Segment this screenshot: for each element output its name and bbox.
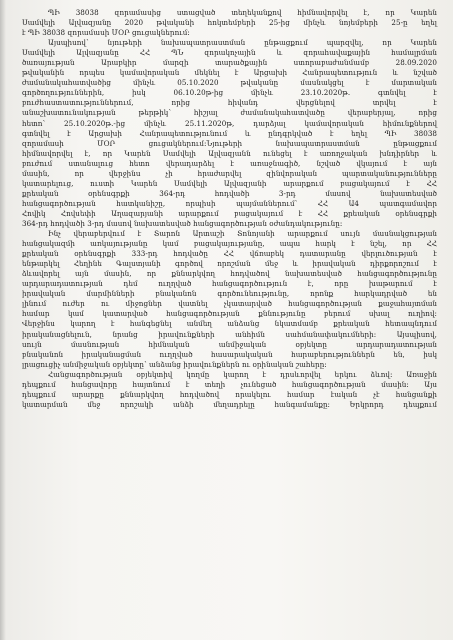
text-line: քրեական օրենսգրքի 333-րդ հոդվածը ՀՀ վճռաբեկ դատարանը վերլուծության է	[22, 249, 437, 259]
text-line: թվականին որպես կամավորական մեկնել է Արցախի Հանրապետություն և նշված	[22, 68, 437, 78]
text-line: կատարելուց, ուստի Կարեն Սամվելի Ալվազյանի արարքում բացակայում է ՀՀ	[22, 178, 437, 188]
text-line: ձևավորել այն մասին, որ քննարկվող հոդվածով նախատեսված հանցագործությունը	[22, 269, 437, 279]
text-line: անաշխատունակության թերթիկ՝ հիշյալ ժամանակահատվածը վերաբերյալ, որից	[22, 108, 437, 118]
text-line: համար կամ կատարված հանցագործության քննությունը բերում սխալ ուղիով:	[22, 309, 437, 319]
text-line: իրավական մարմինների բնականոն գործունեությունը, որոնք հարկադրված են	[22, 289, 437, 299]
text-line: Սամվելի Ալվազյանը ՀՀ ՊՆ զորակոչային և զորահավաքային համալրման	[22, 48, 437, 58]
text-line: Այսպիսով՝ նյութերի նախապատրաստման ընթացքում պարզվել, որ Կարեն	[48, 38, 437, 48]
page-edge-shadow	[0, 0, 6, 640]
text-line: Սամվելի Ալվազյանը 2020 թվականի հոկտեմբերի 25-ից մինչև նոյեմբերի 25-ը եղել	[22, 18, 437, 28]
text-line: լինում ուժեր ու միջոցներ վատնել չկատարված հանցագործության քաջահայտման	[22, 299, 437, 309]
document-body	[22, 8, 437, 410]
text-line: գործողություններին, իսկ 06.10.20թ-ից մինչև 23.10.2020թ. գտնվել է	[22, 88, 437, 98]
text-line: 364-րդ հոդվածի 3-րդ մասով նախատեսված հանցագործության օժանդակությունը:	[22, 218, 343, 228]
paragraph-4	[22, 370, 437, 410]
text-line: բուժհաստատություններում, որից հիվանդ վերցնելով տրվել է	[22, 98, 437, 108]
text-line: Վերջինս կարող է հանգեցնել անմեղ անձանց նկատմամբ քրեական հետապնդում	[22, 319, 437, 329]
text-line: է ՊԻ 38038 զորամասի ՄՕՐ ցուցակներում:	[22, 28, 190, 38]
text-line: քրեական օրենսգրքի 364-րդ հոդվածի 3-րդ մասով նախատեսված	[22, 188, 437, 198]
paragraph-1	[22, 8, 437, 38]
text-line: լրացուցիչ անմիջական օբյեկտը՝ անձանց իրավունքներն ու օրինական շահերը:	[22, 359, 327, 369]
text-line: ժամանակահատվածից մինչև 05.10.2020 թվականը մասնակցել է մարտական	[22, 78, 437, 88]
text-line: արդարադատության դեմ ուղղված հանցագործություն է, որը խաթարում է	[22, 279, 437, 289]
text-line: հանցագործության հատկանիշը, որպիսի պայմաններում՝ ՀՀ Ա4 պատգամավոր	[22, 198, 437, 208]
text-line: բուժում ստանալուց հետո վերադարձել է առաջնագիծ, նշված վկայում է այն	[22, 158, 437, 168]
text-line: հիմնավորվել է, որ Կարեն Սամվելի Ալվազյանն ունեցել է առողջական խնդիրներ և	[22, 148, 437, 158]
text-line: Ինչ վերաբերվում է Տարոն Արտաշի Տոնոյանի արարքում սույն մասնակցության	[48, 229, 437, 239]
text-line: ՊԻ 38038 զորամասից ստացված տեղեկանքով հիմնավորվել է, որ Կարեն	[48, 8, 437, 17]
text-line: ծառայության Արաբկիր մարզի տարածքային ստորաբաժանմամբ 28.09.2020	[22, 58, 437, 68]
paragraph-3	[22, 229, 437, 370]
text-line: բնականոն իրականացման ուղղված հասարակական հարաբերություններն են, իսկ	[22, 349, 437, 359]
text-line: կատարման մեջ որոշակի անձի մեղադրելը հանգամանքը: Երկրորդ դեպքում	[22, 399, 437, 409]
text-line: հետո՝ 25.10.2020թ.-ից մինչև 25.11.2020թ, դարձյալ կամավորական հիմունքներով	[22, 118, 437, 128]
text-line: զորամասի ՄՕՐ ցուցակներում:Նյութերի նախապատրաստման ընթացքում	[22, 138, 437, 148]
text-line: Հովիկ Հովսեփի Աղազարյանի արարքում բացակայում է ՀՀ քրեական օրենսգրքի	[22, 208, 437, 218]
text-line: մասին, որ վերջինս չի հրաժարվել զինվորական պարտականությունները	[22, 168, 437, 178]
text-line: հանցակազմի առկայությանը կամ բացակայությանը, ապա հարկ է նշել, որ ՀՀ	[22, 239, 437, 249]
text-line: դեպքում հանցավորը հայտնում է տեղի չունեցած հանցագործության մասին: Այս	[22, 379, 437, 389]
text-line: գտնվել է Արցախի Հանրապետությունում և ընդգրկված է եղել ՊԻ 38038	[22, 128, 437, 138]
paragraph-2	[22, 38, 437, 229]
text-line: իրականացնելուն, նրանց իրավունքների անհիմն սահմանափակումների: Այսպիսով,	[22, 329, 437, 339]
text-line: սույն մասնության հիմնական անմիջական օբյեկտը արդարադատության	[22, 339, 437, 349]
text-line: դեպքում արարքը քննարկվող հոդվածով որակելու համար էական չէ հանցանքի	[22, 389, 437, 399]
text-line: Հանցագործության օբյեկտիվ կողմը կարող է դրսևորվել երկու ձևով: Առաջին	[48, 369, 437, 379]
text-line: ենթարկել Հեղինե Գալստյանի գործով որոշման մեջ և իրավական դիրքորոշում է	[22, 259, 437, 269]
